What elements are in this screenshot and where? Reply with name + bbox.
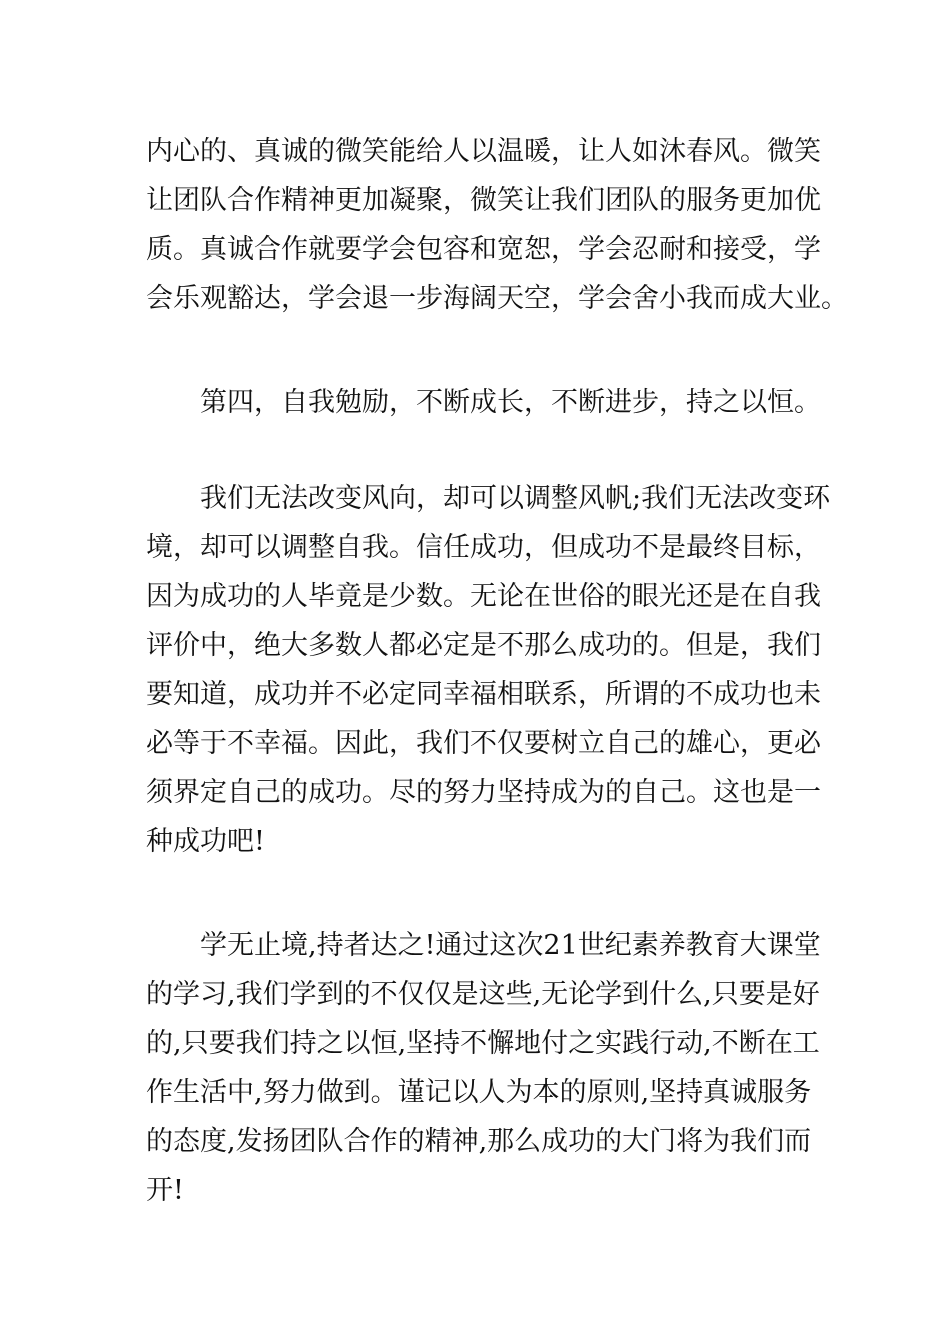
text-line: 内心的、真诚的微笑能给人以温暖，让人如沐春风。微笑 [146, 136, 821, 167]
text-line: 种成功吧! [146, 826, 265, 857]
text-line: 的,只要我们持之以恒,坚持不懈地付之实践行动,不断在工 [146, 1028, 820, 1059]
text-line: 作生活中,努力做到。谨记以人为本的原则,坚持真诚服务 [146, 1077, 812, 1108]
text-line: 让团队合作精神更加凝聚，微笑让我们团队的服务更加优 [146, 185, 821, 216]
text-line: 我们无法改变风向，却可以调整风帆;我们无法改变环 [200, 483, 831, 514]
text-line: 会乐观豁达，学会退一步海阔天空，学会舍小我而成大业。 [146, 283, 848, 314]
paragraph-conclusion [146, 921, 821, 1215]
text-line: 须界定自己的成功。尽的努力坚持成为的自己。这也是一 [146, 777, 821, 808]
text-line: 的学习,我们学到的不仅仅是这些,无论学到什么,只要是好 [146, 979, 820, 1010]
text-line: 境，却可以调整自我。信任成功，但成功不是最终目标， [146, 532, 821, 563]
section-heading-fourth [146, 378, 821, 427]
text-line: 开! [146, 1175, 184, 1206]
text-line: 质。真诚合作就要学会包容和宽恕，学会忍耐和接受，学 [146, 234, 821, 265]
paragraph-success [146, 474, 831, 866]
text-line: 的态度,发扬团队合作的精神,那么成功的大门将为我们而 [146, 1126, 812, 1157]
text-line: 要知道，成功并不必定同幸福相联系，所谓的不成功也未 [146, 679, 821, 710]
text-line: 必等于不幸福。因此，我们不仅要树立自己的雄心，更必 [146, 728, 821, 759]
paragraph-smile-teamwork [146, 127, 848, 323]
text-line: 第四，自我勉励，不断成长，不断进步，持之以恒。 [200, 387, 821, 418]
text-line: 学无止境,持者达之!通过这次21世纪素养教育大课堂 [200, 930, 821, 961]
text-line: 因为成功的人毕竟是少数。无论在世俗的眼光还是在自我 [146, 581, 821, 612]
text-line: 评价中，绝大多数人都必定是不那么成功的。但是，我们 [146, 630, 821, 661]
